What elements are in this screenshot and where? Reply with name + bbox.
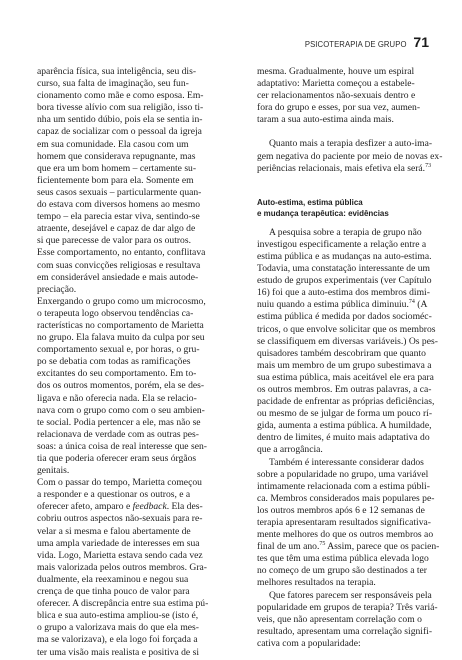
text-line: ca. Membros considerados mais populares pe- xyxy=(257,492,435,504)
section-heading xyxy=(257,197,420,219)
paragraph xyxy=(37,66,235,296)
text-line: terapia apresentaram resultados significativa- xyxy=(257,517,431,528)
paragraph xyxy=(257,589,438,650)
text-line: gida, aumenta a estima pública. A humildade, xyxy=(257,420,432,432)
text-line: atraente, desejável e capaz de dar algo de xyxy=(37,223,196,235)
footnote-marker: 74 xyxy=(408,299,415,306)
text-line: que a arrogância. xyxy=(257,444,323,456)
text-line: blica e sua auto-estima ampliou-se (isto é, xyxy=(37,610,199,622)
text-line: si que parecesse de valor para os outros. xyxy=(37,235,191,247)
text-line: bora tivesse alívio com sua religião, isso ti- xyxy=(37,102,204,114)
text-line: no começo de um grupo são destinados a ter xyxy=(257,565,427,577)
paragraph xyxy=(37,296,235,477)
text-line: periências relacionais, mais efetiva ela será.$^{73}$ xyxy=(257,162,432,174)
text-line: que era um bom homem – certamente su- xyxy=(37,162,197,174)
text-line: homem que considerava repugnante, mas xyxy=(37,150,196,162)
text-line: resultado, apresentam uma correlação signifi- xyxy=(257,625,433,637)
text-line: nuiu quando a estima pública diminuiu.$^{74}$ (A xyxy=(257,299,428,311)
text-line: com suas convicções religiosas e resultava xyxy=(37,259,201,271)
text-line: comportamento sexual e, por horas, o gru- xyxy=(37,344,200,356)
text-line: pacidade de enfrentar as próprias deficiências, xyxy=(257,396,435,408)
paragraph xyxy=(257,456,440,590)
text-line: ficientemente bom para ela. Somente em xyxy=(37,174,194,186)
text-line: Quanto mais a terapia desfizer a auto-ima- xyxy=(269,138,433,150)
text-line: fora do grupo e esses, por sua vez, aumen- xyxy=(257,102,421,114)
text-line: Com o passar do tempo, Marietta começou xyxy=(37,477,202,489)
text-line: tes que têm uma estima pública elevada logo xyxy=(257,553,429,565)
right-column xyxy=(257,66,443,650)
text-line: os outros membros. Em outras palavras, a ca- xyxy=(257,383,432,395)
text-line: e mudança terapêutica: evidências xyxy=(257,207,389,218)
text-line: dentro de limites, é muito mais adaptativa do xyxy=(257,432,430,444)
text-line: o terapeuta logo observou tendências ca- xyxy=(37,307,194,319)
footnote-marker: 75 xyxy=(319,541,326,547)
text-line: no grupo. Ela falava muito da culpa por seu xyxy=(37,332,205,344)
paragraph xyxy=(257,138,443,174)
paragraph xyxy=(257,226,438,457)
text-line: seus casos sexuais – particularmente quan- xyxy=(37,186,202,198)
paragraph xyxy=(37,477,235,658)
text-line: tricos, o que envolve solicitar que os membros xyxy=(257,323,436,335)
text-line: capaz de socializar com o pessoal da igreja xyxy=(37,126,202,138)
text-line: oferecer afeto, amparo e feedback. Ela des- xyxy=(37,501,203,513)
text-line: a responder e a questionar os outros, e a xyxy=(37,489,191,501)
text-line: po se debatia com todas as ramificações xyxy=(37,356,191,368)
text-line: nha um sentido dúbio, pois ela se sentia in- xyxy=(37,114,203,126)
text-line: ligava e não oferecia nada. Ela se relacio- xyxy=(37,392,197,404)
text-line: te social. Podia pertencer a ele, mas não se xyxy=(37,416,201,428)
text-line: ter uma visão mais realista e positiva de si xyxy=(37,646,199,658)
text-line: tempo – ela parecia estar viva, sentindo-se xyxy=(37,211,200,223)
text-line: estudo de grupos experimentais (ver Capítulo xyxy=(257,275,432,287)
text-line: relacionava de verdade com as outras pes- xyxy=(37,428,199,440)
text-line: estima pública é medida por dados socioméc- xyxy=(257,311,432,323)
text-line: Auto-estima, estima pública xyxy=(257,196,363,207)
text-line: A pesquisa sobre a terapia de grupo não xyxy=(269,226,422,238)
text-line: Também é interessante considerar dados xyxy=(269,456,424,468)
text-line: uma ampla variedade de interesses em sua xyxy=(37,537,200,549)
text-line: gem negativa do paciente por meio de novas ex- xyxy=(257,150,443,162)
text-line: genitais. xyxy=(37,465,70,477)
page-header xyxy=(296,34,429,50)
text-line: cer relacionamentos não-sexuais dentro e xyxy=(257,90,416,102)
text-line: Enxergando o grupo como um microcosmo, xyxy=(37,295,206,307)
text-line: em considerável ansiedade e mais autode- xyxy=(37,271,199,283)
text-line: mais um membro de um grupo subestimava a xyxy=(257,359,432,371)
page-number: 71 xyxy=(413,34,429,50)
text-line: preciação. xyxy=(37,283,77,295)
text-line: investigou especificamente a relação entre a xyxy=(257,238,427,250)
text-line: los outros membros após 6 e 12 semanas de xyxy=(257,504,425,516)
paragraph xyxy=(257,66,429,126)
text-line: em sua comunidade. Ela casou com um xyxy=(37,138,189,150)
text-line: aparência física, sua inteligência, seu dis- xyxy=(37,66,197,77)
text-line: cionamento como mãe e como esposa. Em- xyxy=(37,90,204,102)
text-line: o grupo a valorizava mais do que ela mes- xyxy=(37,622,199,634)
text-line: nava com o grupo como com o seu ambien- xyxy=(37,404,205,416)
text-line: final de um ano.$^{75}$ Assim, parece que os pacien- xyxy=(257,541,440,553)
text-line: 16) foi que a auto-estima dos membros dimi- xyxy=(257,287,430,299)
text-line: Esse comportamento, no entanto, conflitava xyxy=(37,247,206,259)
text-line: Que fatores parecem ser responsáveis pela xyxy=(269,589,432,601)
text-line: popularidade em grupos de terapia? Três variá- xyxy=(257,601,438,613)
running-title: PSICOTERAPIA DE GRUPO xyxy=(304,39,407,49)
text-line: adaptativo: Marietta começou a estabele- xyxy=(257,78,415,90)
text-line: quisadores também descobriram que quanto xyxy=(257,347,426,359)
text-line: mente melhores do que os outros membros ao xyxy=(257,529,434,541)
text-line: oferecer. A discrepância entre sua estima pú- xyxy=(37,598,209,610)
text-line: se classifiquem em diversas variáveis.) Os pes- xyxy=(257,335,438,347)
text-line: Todavia, uma constatação interessante de um xyxy=(257,263,431,275)
text-line: tia que poderia oferecer eram seus órgãos xyxy=(37,453,197,464)
text-line: cativa com a popularidade: xyxy=(257,637,361,649)
text-line: excitantes do seu comportamento. Em to- xyxy=(37,368,197,380)
text-line: velar a si mesma e falou abertamente de xyxy=(37,525,191,537)
text-line: sobre a popularidade no grupo, uma variável xyxy=(257,468,429,480)
text-line: do estava com diversos homens ao mesmo xyxy=(37,199,201,211)
text-line: dualmente, ela reexaminou e negou sua xyxy=(37,573,189,585)
text-line: dos os outros momentos, porém, ela se des- xyxy=(37,380,205,392)
text-line: intimamente relacionada com a estima públi- xyxy=(257,480,430,492)
text-line: soas: a única coisa de real interesse que sen- xyxy=(37,440,207,452)
footnote-marker: 73 xyxy=(425,162,432,169)
text-line: mesma. Gradualmente, houve um espiral xyxy=(257,66,415,77)
text-line: sua estima pública, mais aceitável ele era para xyxy=(257,371,434,383)
text-line: ou mesmo de se julgar de forma um pouco rí- xyxy=(257,408,433,420)
text-line: taram a sua auto-estima ainda mais. xyxy=(257,114,394,126)
text-line: mais valorizada pelos outros membros. Gra- xyxy=(37,561,207,573)
text-line: melhores resultados na terapia. xyxy=(257,577,376,589)
text-line: crença de que tinha pouco de valor para xyxy=(37,586,190,598)
text-line: curso, sua falta de imaginação, seu fun- xyxy=(37,78,189,90)
text-line: ma se valorizava), e ela logo foi forçada a xyxy=(37,634,198,646)
text-line: racterísticas no comportamento de Marietta xyxy=(37,319,204,331)
text-line: vida. Logo, Marietta estava sendo cada vez xyxy=(37,549,203,561)
text-line: veis, que não apresentam correlação com o xyxy=(257,613,422,625)
text-line: cobriu outros aspectos não-sexuais para re- xyxy=(37,513,203,525)
text-line: estima pública e as mudanças na auto-estima. xyxy=(257,250,432,262)
left-column xyxy=(37,66,235,659)
